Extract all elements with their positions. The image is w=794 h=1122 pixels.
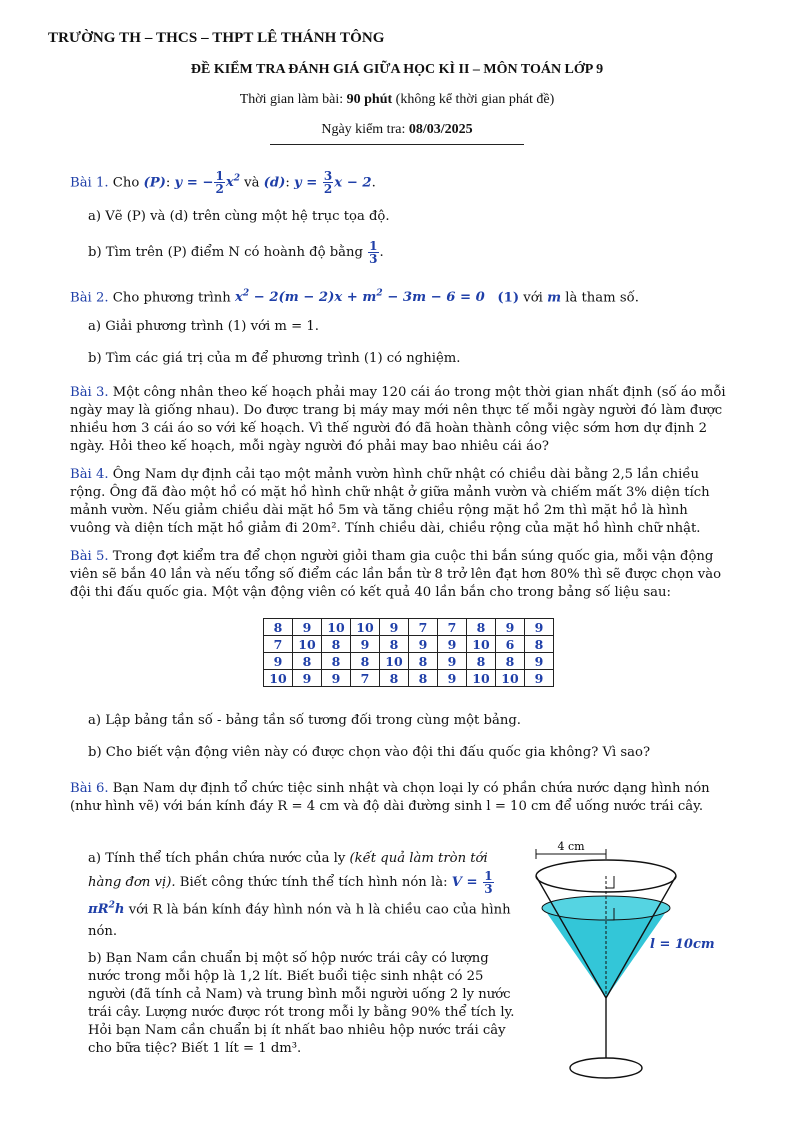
table-cell: 10 bbox=[496, 670, 525, 687]
table-row bbox=[264, 653, 554, 670]
bai1-b: b) Tìm trên (P) điểm N có hoành độ bằng $\frac{1}{3}$ . bbox=[88, 239, 384, 266]
table-row bbox=[264, 670, 554, 687]
table-cell: 10 bbox=[380, 653, 409, 670]
table-row bbox=[264, 636, 554, 653]
header-divider bbox=[270, 144, 524, 145]
table-cell: 8 bbox=[293, 653, 322, 670]
bai6-a: a) Tính thể tích phần chứa nước của ly (kết quả làm tròn tới hàng đơn vị). Biết công thức tính thể tích hình nón là: V = $\frac{1}{3}$ $\pi R^2h$ với R là bán kính đáy hình nón và h là chiều cao của hình nón. bbox=[88, 851, 511, 940]
bai3-statement: Bài 3. Một công nhân theo kế hoạch phải may 120 cái áo trong một thời gian nhất định (số áo mỗi ngày may là giống nhau). Do được trang bị máy may mới nên thực tế mỗi ngày người đó làm được nhiều hơn 3 cái áo so với kế hoạch. Vì thế người đó đã hoàn thành công việc sớm hơn dự định 2 ngày. Hỏi theo kế hoạch, mỗi ngày người đó phải may bao nhiêu cái áo? bbox=[70, 385, 726, 454]
table-row bbox=[264, 619, 554, 636]
table-cell: 10 bbox=[293, 636, 322, 653]
table-cell: 8 bbox=[496, 653, 525, 670]
table-cell: 8 bbox=[351, 653, 380, 670]
table-cell: 10 bbox=[351, 619, 380, 636]
exam-date: Ngày kiểm tra: 08/03/2025 bbox=[321, 122, 473, 137]
bai1-statement: Bài 1. Cho (P): y = − $\frac{1}{2}$ $x^2$ và (d): y = $\frac{3}{2}$ x − 2. bbox=[70, 169, 376, 197]
table-cell: 6 bbox=[496, 636, 525, 653]
table-cell: 9 bbox=[380, 619, 409, 636]
table-cell: 8 bbox=[264, 619, 293, 636]
bai5-b: b) Cho biết vận động viên này có được chọn vào đội thi đấu quốc gia không? Vì sao? bbox=[88, 745, 651, 760]
table-cell: 10 bbox=[264, 670, 293, 687]
bai1-a: a) Vẽ (P) và (d) trên cùng một hệ trục tọa độ. bbox=[88, 209, 390, 224]
school-name: TRƯỜNG TH – THCS – THPT LÊ THÁNH TÔNG bbox=[48, 30, 385, 46]
bai6-statement: Bài 6. Bạn Nam dự định tổ chức tiệc sinh nhật và chọn loại ly có phần chứa nước dạng hình nón (như hình vẽ) với bán kính đáy R = 4 cm và độ dài đường sinh l = 10 cm để uống nước trái cây. bbox=[70, 781, 710, 814]
cone-glass-figure bbox=[528, 838, 718, 1088]
table-cell: 7 bbox=[409, 619, 438, 636]
table-cell: 8 bbox=[409, 653, 438, 670]
table-cell: 9 bbox=[438, 653, 467, 670]
table-cell: 9 bbox=[496, 619, 525, 636]
table-cell: 9 bbox=[322, 670, 351, 687]
bai5-statement: Bài 5. Trong đợt kiểm tra để chọn người giỏi tham gia cuộc thi bắn súng quốc gia, mỗi vận động viên sẽ bắn 40 lần và nếu tổng số điểm các lần bắn từ 8 trở lên đạt hơn 80% thì sẽ được chọn vào đội thi đấu quốc gia. Một vận động viên có kết quả 40 lần bắn cho trong bảng số liệu sau: bbox=[70, 549, 722, 600]
table-cell: 7 bbox=[264, 636, 293, 653]
table-cell: 10 bbox=[467, 670, 496, 687]
glass-base bbox=[570, 1058, 642, 1078]
table-cell: 8 bbox=[322, 636, 351, 653]
table-cell: 9 bbox=[293, 619, 322, 636]
table-cell: 8 bbox=[467, 653, 496, 670]
bai4-statement: Bài 4. Ông Nam dự định cải tạo một mảnh vườn hình chữ nhật có chiều dài bằng 2,5 lần chiều rộng. Ông đã đào một hồ có mặt hồ hình chữ nhật ở giữa mảnh vườn và chiếm mất 3% diện tích mảnh vườn. Nếu giảm chiều dài mặt hồ 5m và tăng chiều rộng mặt hồ 2m thì mặt hồ là hình vuông và diện tích mặt hồ giảm đi 20m². Tính chiều dài, chiều rộng của mặt hồ hình chữ nhật. bbox=[70, 467, 710, 536]
table-cell: 10 bbox=[467, 636, 496, 653]
table-cell: 9 bbox=[293, 670, 322, 687]
table-cell: 8 bbox=[525, 636, 554, 653]
table-cell: 9 bbox=[525, 653, 554, 670]
table-cell: 9 bbox=[264, 653, 293, 670]
table-cell: 7 bbox=[351, 670, 380, 687]
table-cell: 8 bbox=[380, 636, 409, 653]
table-cell: 8 bbox=[322, 653, 351, 670]
exam-title: ĐỀ KIỂM TRA ĐÁNH GIÁ GIỮA HỌC KÌ II – MÔN TOÁN LỚP 9 bbox=[190, 62, 604, 77]
table-cell: 9 bbox=[525, 619, 554, 636]
table-cell: 9 bbox=[409, 636, 438, 653]
table-cell: 9 bbox=[525, 670, 554, 687]
slant-label: l = 10cm bbox=[650, 937, 715, 952]
table-cell: 8 bbox=[467, 619, 496, 636]
bai6-b: b) Bạn Nam cần chuẩn bị một số hộp nước trái cây có lượng nước trong mỗi hộp là 1,2 lít. Biết buổi tiệc sinh nhật có 25 người (đã tính cả Nam) và trung bình mỗi người uống 2 ly nước trái cây. Lượng nước được rót trong mỗi ly bằng 90% thể tích ly. Hỏi bạn Nam cần chuẩn bị ít nhất bao nhiêu hộp nước trái cây cho bữa tiệc? Biết 1 lít = 1 dm³. bbox=[88, 951, 515, 1056]
table-cell: 9 bbox=[351, 636, 380, 653]
table-cell: 9 bbox=[438, 670, 467, 687]
score-table bbox=[263, 618, 554, 687]
table-cell: 10 bbox=[322, 619, 351, 636]
bai2-statement: Bài 2. Cho phương trình $x^2 - 2(m - 2)x + m^2 - 3m - 6 = 0$ (1) với m là tham số. bbox=[70, 289, 639, 306]
radius-label: 4 cm bbox=[557, 840, 585, 853]
bai5-a: a) Lập bảng tần số - bảng tần số tương đối trong cùng một bảng. bbox=[88, 713, 521, 728]
table-cell: 8 bbox=[409, 670, 438, 687]
table-cell: 7 bbox=[438, 619, 467, 636]
table-cell: 8 bbox=[380, 670, 409, 687]
table-cell: 9 bbox=[438, 636, 467, 653]
bai2-a: a) Giải phương trình (1) với m = 1. bbox=[88, 319, 319, 334]
bai2-b: b) Tìm các giá trị của m để phương trình (1) có nghiệm. bbox=[88, 351, 461, 366]
exam-time: Thời gian làm bài: 90 phút (không kể thời gian phát đề) bbox=[239, 92, 555, 107]
